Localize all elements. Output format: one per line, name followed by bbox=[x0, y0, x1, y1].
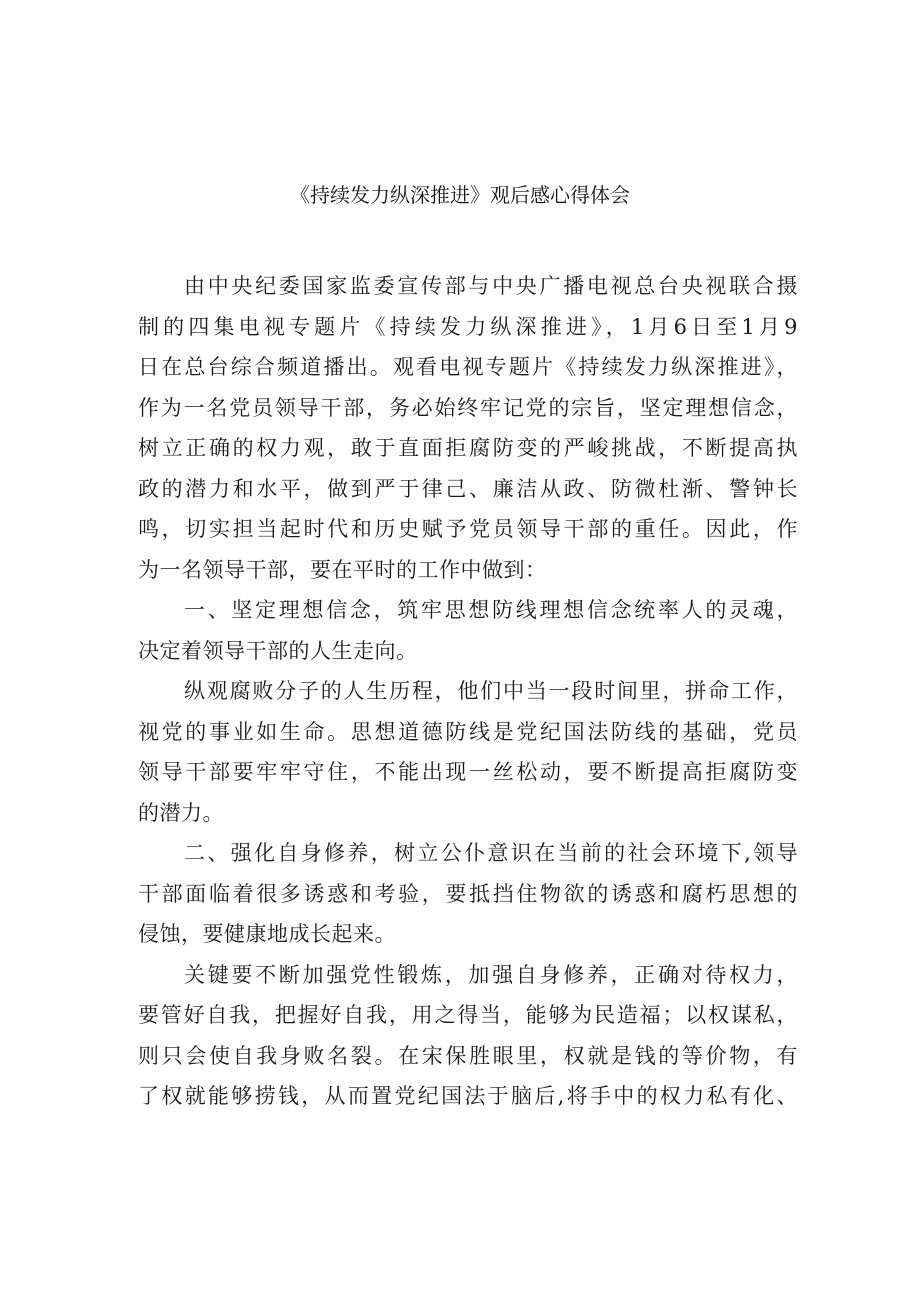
text-line: 一、坚定理想信念，筑牢思想防线理想信念统率人的灵魂， bbox=[184, 598, 798, 622]
text-line: 纵观腐败分子的人生历程，他们中当一段时间里，拼命工作， bbox=[184, 679, 798, 703]
text-line: 政的潜力和水平，做到严于律己、廉洁从政、防微杜渐、警钟长 bbox=[138, 476, 798, 501]
text-line: 由中央纪委国家监委宣传部与中央广播电视总台央视联合摄 bbox=[184, 274, 798, 298]
text-line: 视党的事业如生命。思想道德防线是党纪国法防线的基础，党员 bbox=[138, 719, 798, 744]
text-line: 关键要不断加强党性锻炼，加强自身修养，正确对待权力， bbox=[184, 962, 798, 987]
text-line: 决定着领导干部的人生走向。 bbox=[138, 638, 418, 663]
text-line: 鸣，切实担当起时代和历史赋予党员领导干部的重任。因此，作 bbox=[138, 517, 798, 541]
text-line: 作为一名党员领导干部，务必始终牢记党的宗旨，坚定理想信念， bbox=[138, 395, 798, 420]
paragraph bbox=[138, 590, 798, 671]
text-line: 则只会使自我身败名裂。在宋保胜眼里，权就是钱的等价物，有 bbox=[138, 1043, 798, 1068]
text-line: 日在总台综合频道播出。观看电视专题片《持续发力纵深推进》， bbox=[138, 355, 798, 379]
text-line: 为一名领导干部，要在平时的工作中做到： bbox=[138, 557, 547, 582]
text-line: 了权就能够捞钱，从而置党纪国法于脑后,将手中的权力私有化、 bbox=[138, 1084, 798, 1108]
text-line: 侵蚀，要健康地成长起来。 bbox=[138, 922, 396, 946]
paragraph bbox=[138, 833, 798, 955]
document-title: 《持续发力纵深推进》观后感心得体会 bbox=[290, 183, 630, 207]
text-line: 二、强化自身修养，树立公仆意识在当前的社会环境下,领导 bbox=[184, 841, 798, 865]
text-line: 干部面临着很多诱惑和考验，要抵挡住物欲的诱惑和腐朽思想的 bbox=[138, 881, 798, 906]
document-body bbox=[138, 266, 798, 1117]
paragraph bbox=[138, 671, 798, 833]
text-line: 要管好自我，把握好自我，用之得当，能够为民造福；以权谋私， bbox=[138, 1003, 798, 1027]
paragraph bbox=[138, 266, 798, 590]
text-line: 的潜力。 bbox=[138, 800, 224, 825]
text-line: 领导干部要牢牢守住，不能出现一丝松动，要不断提高拒腐防变 bbox=[138, 760, 798, 784]
text-line: 树立正确的权力观，敢于直面拒腐防变的严峻挑战，不断提高执 bbox=[138, 436, 798, 460]
text-line: 制的四集电视专题片《持续发力纵深推进》，1月6日至1月9 bbox=[138, 314, 798, 339]
paragraph bbox=[138, 955, 798, 1117]
